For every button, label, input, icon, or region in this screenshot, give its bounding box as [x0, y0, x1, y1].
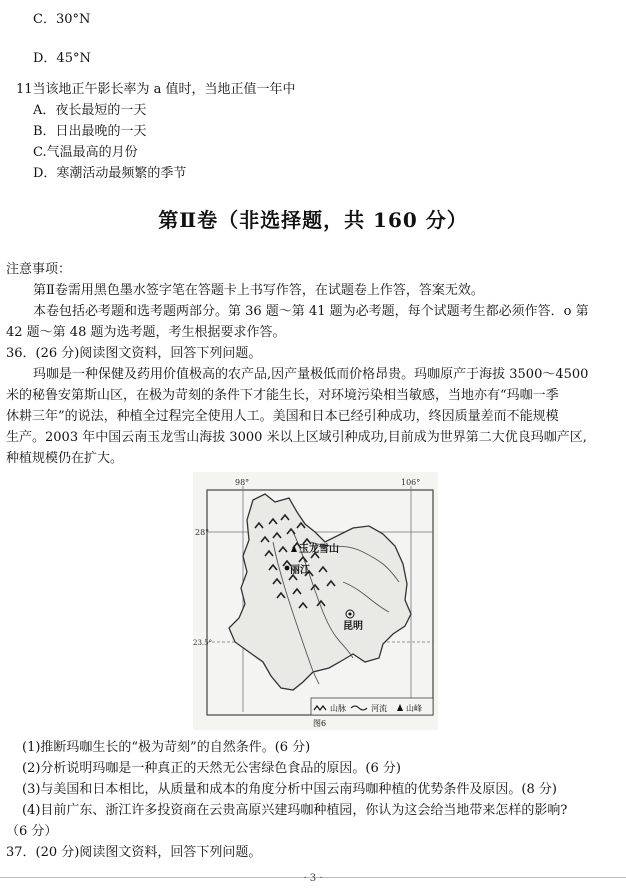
q36-sub-4a: (4)目前广东、浙江许多投资商在云贵高原兴建玛咖种植园，你认为这会给当地带来怎样的影响? [22, 803, 568, 818]
map-label-yulong: 玉龙雪山 [299, 544, 339, 555]
page-number: · 3 · [303, 873, 323, 884]
q11-option-d: D．寒潮活动最频繁的季节 [33, 166, 187, 181]
map-figure [193, 472, 438, 730]
q36-para-line-2: 米的秘鲁安第斯山区，在极为苛刻的条件下才能生长，对环境污染相当敏感，当地亦有“玛咖一季 [6, 388, 559, 403]
map-legend [311, 698, 433, 715]
map-caption: 图6 [313, 719, 327, 728]
q36-para-line-5: 种植规模仍在扩大。 [6, 451, 124, 466]
q36-para-line-3: 休耕三年”的说法，种植全过程完全使用人工。美国和日本已经引种成功，终因质量差而不能规模 [6, 409, 559, 424]
q36-sub-4b: （6 分） [6, 824, 58, 839]
notice-line-2a: 本卷包括必考题和选考题两部分。第 36 题～第 41 题为必考题，每个试题考生都必须作答．o 第 [33, 304, 589, 319]
yunnan-map [193, 472, 438, 730]
q36-sub-3: (3)与美国和日本相比，从质量和成本的角度分析中国云南玛咖种植的优势条件及原因。(8 分) [22, 782, 557, 797]
q36-para-line-1: 玛咖是一种保健及药用价值极高的农产品,因产量极低而价格昂贵。玛咖原产于海拔 3500～4500 [33, 367, 589, 382]
map-lon-right: 106° [401, 478, 421, 487]
q36-sub-2: (2)分析说明玛咖是一种真正的天然无公害绿色食品的原因。(6 分) [22, 761, 401, 776]
notice-heading: 注意事项： [6, 262, 72, 277]
legend-river-label: 河流 [371, 704, 387, 713]
notice-line-1: 第Ⅱ卷需用黑色墨水签字笔在答题卡上书写作答，在试题卷上作答，答案无效。 [33, 283, 484, 298]
lijiang-dot [285, 566, 290, 571]
q36-para-line-4: 生产。2003 年中国云南玉龙雪山海拔 3000 米以上区域引种成功,目前成为世界第二大优良玛咖产区, [6, 430, 587, 445]
map-label-lijiang: 丽江 [290, 565, 310, 576]
map-lon-left: 98° [235, 478, 250, 487]
notice-line-2b: 42 题～第 48 题为选考题，考生根据要求作答。 [6, 325, 286, 340]
section-title: 第Ⅱ卷（非选择题，共 160 分） [158, 208, 468, 232]
map-lat-top: 28° [195, 528, 210, 537]
q10-option-c: C．30°N [33, 12, 91, 27]
legend-peak-label: 山峰 [406, 704, 422, 713]
q11-option-b: B．日出最晚的一天 [33, 124, 147, 139]
q37-stem: 37．(20 分)阅读图文资料，回答下列问题。 [6, 845, 262, 860]
q11-option-c: C.气温最高的月份 [33, 145, 138, 160]
legend-mountain-label: 山脉 [330, 704, 346, 713]
q36-stem: 36．(26 分)阅读图文资料，回答下列问题。 [6, 346, 262, 361]
q11-stem: 11当该地正午影长率为 a 值时，当地正值一年中 [16, 82, 296, 97]
map-label-kunming: 昆明 [343, 621, 363, 632]
q10-option-d: D．45°N [33, 51, 91, 66]
map-lat-tropic: 23.5° [193, 639, 213, 647]
q36-sub-1: (1)推断玛咖生长的“极为苛刻”的自然条件。(6 分) [22, 740, 311, 755]
q11-option-a: A．夜长最短的一天 [33, 103, 147, 118]
